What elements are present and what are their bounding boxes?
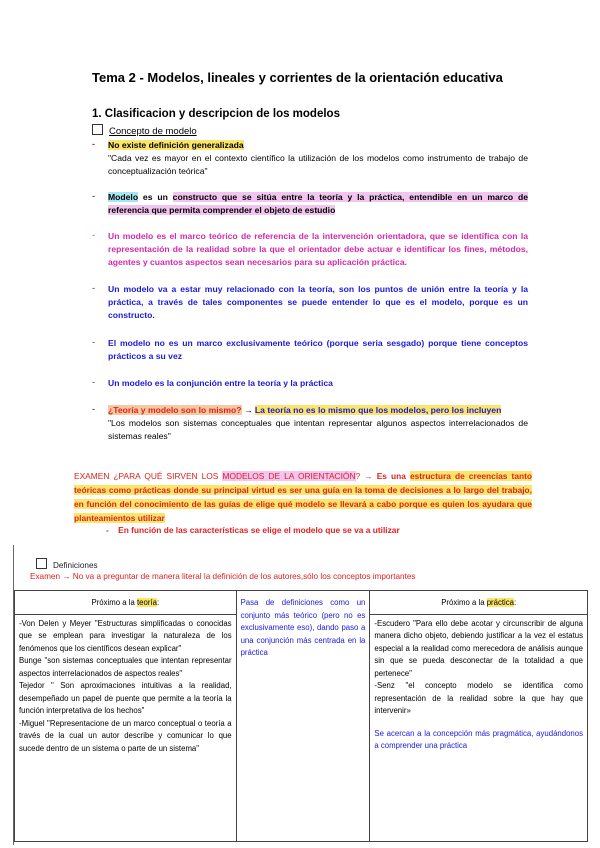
bullet: - (92, 283, 95, 293)
arrow: → (243, 405, 253, 415)
section-heading: 1. Clasificacion y descripcion de los modelos (92, 108, 340, 120)
header-text: Próximo a la (91, 598, 137, 607)
middle-column (236, 591, 370, 842)
item-theory-vs-model (108, 404, 528, 443)
checkbox[interactable] (92, 124, 103, 135)
bullet: - (106, 525, 109, 535)
exam-highlight: MODELOS DE LA ORIENTACIÓN (222, 471, 356, 481)
theory-word: teoría (136, 598, 157, 607)
arrow: → (62, 572, 71, 581)
concept-of-model (92, 124, 197, 137)
bullet: - (92, 377, 95, 387)
definition: Bunge "son sistemas conceptuales que intentan representar aspectos interrelacionados de aspectos reales" (19, 656, 232, 678)
definition: -Escudero "Para ello debe acotar y circunscribir de alguna manera dicho objeto, debiendo justificar a la vez el estatus especial a la realidad como merecedora de análisis aunque sin que se pueda desconectar de la totalidad a que pertenece" (374, 618, 583, 678)
theory-definitions (15, 614, 237, 841)
definition: -Von Delen y Meyer "Estructuras simplificadas o conocidas que se emplean para investigar la naturaleza de los fenómenos que los científicos desean explicar" (19, 618, 232, 653)
exam-question-mark: ? (355, 471, 361, 481)
item-conjunction: Un modelo es la conjunción entre la teoría y la práctica (108, 378, 333, 388)
bullet: - (92, 139, 95, 149)
bullet: - (92, 230, 95, 240)
exam-body: estructura de creencias tanto teóricas como prácticas donde su principal virtud es ser una guía en la toma de decisiones a lo largo del trabajo, en función del conocimiento de las guías de elige qué modelo se llevará a cabo porque es quien los ayudara que planteamientos utilizar (74, 471, 532, 523)
construct-text: constructo que se sitúa entre la teoría y la práctica, entendible en un marco de referencia que permita comprender el objeto de estudio (108, 192, 528, 215)
header-colon: : (156, 598, 160, 607)
middle-note: Pasa de definiciones como un conjunto más teórico (pero no es exclusivamente eso), dando paso a una conjunción más centrada en la práctica (240, 598, 366, 657)
exam-word: Examen (30, 572, 61, 581)
item-no-definition (108, 139, 528, 178)
definition: -Senz "el concepto modelo se identifica como representación de la realidad sobre la que hay que intervenir» (374, 681, 583, 715)
header-colon: : (514, 598, 517, 607)
model-word: Modelo (108, 192, 139, 202)
practice-word: práctica (486, 598, 515, 607)
pragmatic-note: Se acercan a la concepción más pragmática, ayudándonos a comprender una práctica (374, 728, 583, 750)
arrow: → (364, 471, 373, 481)
bullet: - (92, 404, 95, 414)
answer-highlight: La teoría no es lo mismo que los modelos, pero los incluyen (254, 405, 502, 415)
practice-definitions (370, 614, 588, 841)
practice-header (370, 591, 588, 615)
exam-lead: EXAMEN ¿PARA QUÉ SIRVEN LOS (74, 471, 223, 481)
exam-block (74, 469, 532, 525)
definitions-label: Definiciones (53, 561, 98, 570)
exam-note (30, 572, 416, 581)
theory-header (15, 591, 237, 615)
question-highlight: ¿Teoría y modelo son lo mismo? (108, 405, 242, 415)
quote-2: "Los modelos son sistemas conceptuales que intentan representar algunos aspectos interrelacionados de sistemas reales" (108, 418, 528, 441)
item-theoretical-framework: Un modelo es el marco teórico de referencia de la intervención orientadora, que se identifica con la representación de la realidad sobre la que el orientador debe actuar e identificar los fines, métodos, agentes y cuantos aspectos sean necesarios para su aplicación práctica. (108, 231, 528, 267)
is-a: es un (138, 192, 173, 202)
no-definition-highlight: No existe definición generalizada (108, 140, 244, 150)
item-related-theory: Un modelo va a estar muy relacionado con la teoría, son los puntos de unión entre la teoría y la práctica, a través de tales componentes se puede entender lo que es el modelo, porque es un constructo. (108, 284, 528, 320)
item-not-only-theory: El modelo no es un marco exclusivamente teórico (porque seria sesgado) porque tiene conceptos prácticos a su vez (108, 338, 528, 361)
definition: -Miguel "Representacione de un marco conceptual o teoría a través de la cual un autor describe y comunicar lo que sucede dentro de un sistema o parte de un sistema" (19, 718, 232, 753)
exam-es-una: Es una (372, 471, 410, 481)
exam-subpoint (106, 525, 400, 535)
definitions-table (14, 590, 588, 842)
exam-note-text: No va a preguntar de manera literal la definición de los autores,sólo los conceptos importantes (72, 572, 416, 581)
definitions-heading (36, 558, 98, 570)
header-text: Próximo a la (441, 598, 487, 607)
item-model-construct (108, 191, 528, 217)
quote-1: "Cada vez es mayor en el contexto científico la utilización de los modelos como instrumento de trabajo de conceptualización teórica" (108, 153, 528, 176)
bullet: - (92, 337, 95, 347)
bullet: - (92, 191, 95, 201)
exam-sub-text: En función de las características se elige el modelo que se va a utilizar (118, 525, 400, 535)
concept-label: Concepto de modelo (109, 126, 197, 137)
checkbox[interactable] (36, 558, 47, 569)
definition: Tejedor " Son aproximaciones intuitivas a la realidad, desempeñado un papel de puente que permite a la teoría la función interpretativa de los hechos" (19, 681, 232, 715)
page-title: Tema 2 - Modelos, lineales y corrientes de la orientación educativa (92, 70, 503, 85)
